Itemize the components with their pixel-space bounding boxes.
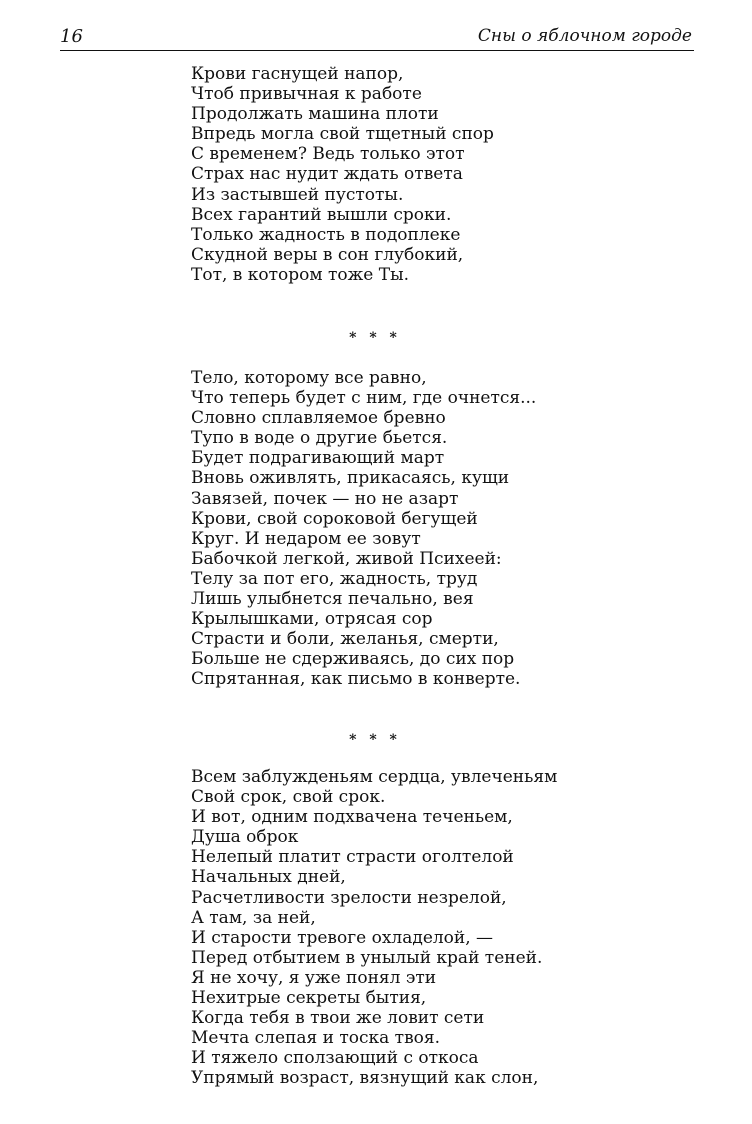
poem-line: Расчетливости зрелости незрелой, [191,887,507,908]
poem-line: Из застывшей пустоты. [191,184,404,205]
poem-line: Бабочкой легкой, живой Психеей: [191,548,502,569]
poem-line: Крови гаснущей напор, [191,64,404,84]
poem-line: Свой срок, свой срок. [191,787,386,808]
poem-line: Душа оброк [191,827,299,848]
section-separator-2: * * * [349,732,401,748]
poem-line: С временем? Ведь только этот [191,144,465,165]
poem-line: Что теперь будет с ним, где очнется... [191,388,537,409]
poem-line: Продолжать машина плоти [191,104,439,125]
poem-line: Нехитрые секреты бытия, [191,988,427,1009]
page-number: 16 [60,26,83,47]
poem-line: Словно сплавляемое бревно [191,408,446,429]
poem-line: Всем заблужденьям сердца, увлеченьям [191,767,558,787]
poem-line: Чтоб привычная к работе [191,84,422,105]
poem-line: Круг. И недаром ее зовут [191,528,421,549]
poem-line: Перед отбытием в унылый край теней. [191,947,543,968]
poem-line: А там, за ней, [191,907,316,928]
poem-line: Лишь улыбнется печально, вея [191,589,474,610]
poem-line: И старости тревоге охладелой, — [191,927,494,948]
poem-line: Страх нас нудит ждать ответа [191,164,463,185]
poem-line: Я не хочу, я уже понял эти [191,967,437,988]
poem-line: Впредь могла свой тщетный спор [191,124,494,145]
poem-line: Мечта слепая и тоска твоя. [191,1028,441,1049]
poem-line: Всех гарантий вышли сроки. [191,204,452,225]
poem-line: Когда тебя в твои же ловит сети [191,1008,485,1029]
poem-line: Вновь оживлять, прикасаясь, кущи [191,468,510,489]
poem-line: Тот, в котором тоже Ты. [191,264,410,285]
poem-line: Скудной веры в сон глубокий, [191,244,464,265]
poem-line: Тело, которому все равно, [191,368,427,388]
poem-1 [191,64,671,285]
poem-line: И тяжело сползающий с откоса [191,1048,479,1069]
poem-line: Упрямый возраст, вязнущий как слон, [191,1068,539,1089]
poem-line: Завязей, почек — но не азарт [191,488,459,509]
poem-line: Нелепый платит страсти оголтелой [191,847,514,868]
poem-line: Крылышками, отрясая сор [191,609,433,630]
poem-line: Больше не сдерживаясь, до сих пор [191,649,515,670]
poem-2 [191,368,671,690]
poem-line: Страсти и боли, желанья, смерти, [191,629,499,650]
poem-line: Начальных дней, [191,867,346,888]
poem-3 [191,767,671,1089]
poem-line: Крови, свой сороковой бегущей [191,508,478,529]
poem-line: Только жадность в подоплеке [191,224,461,245]
poem-line: Спрятанная, как письмо в конверте. [191,669,521,690]
poem-line: Тупо в воде о другие бьется. [191,428,448,449]
page-header [60,24,694,51]
poem-line: И вот, одним подхвачена теченьем, [191,807,513,828]
poem-line: Телу за пот его, жадность, труд [191,568,478,589]
running-title: Сны о яблочном городе [477,26,692,46]
section-separator-1: * * * [349,330,401,346]
poem-line: Будет подрагивающий март [191,448,445,469]
